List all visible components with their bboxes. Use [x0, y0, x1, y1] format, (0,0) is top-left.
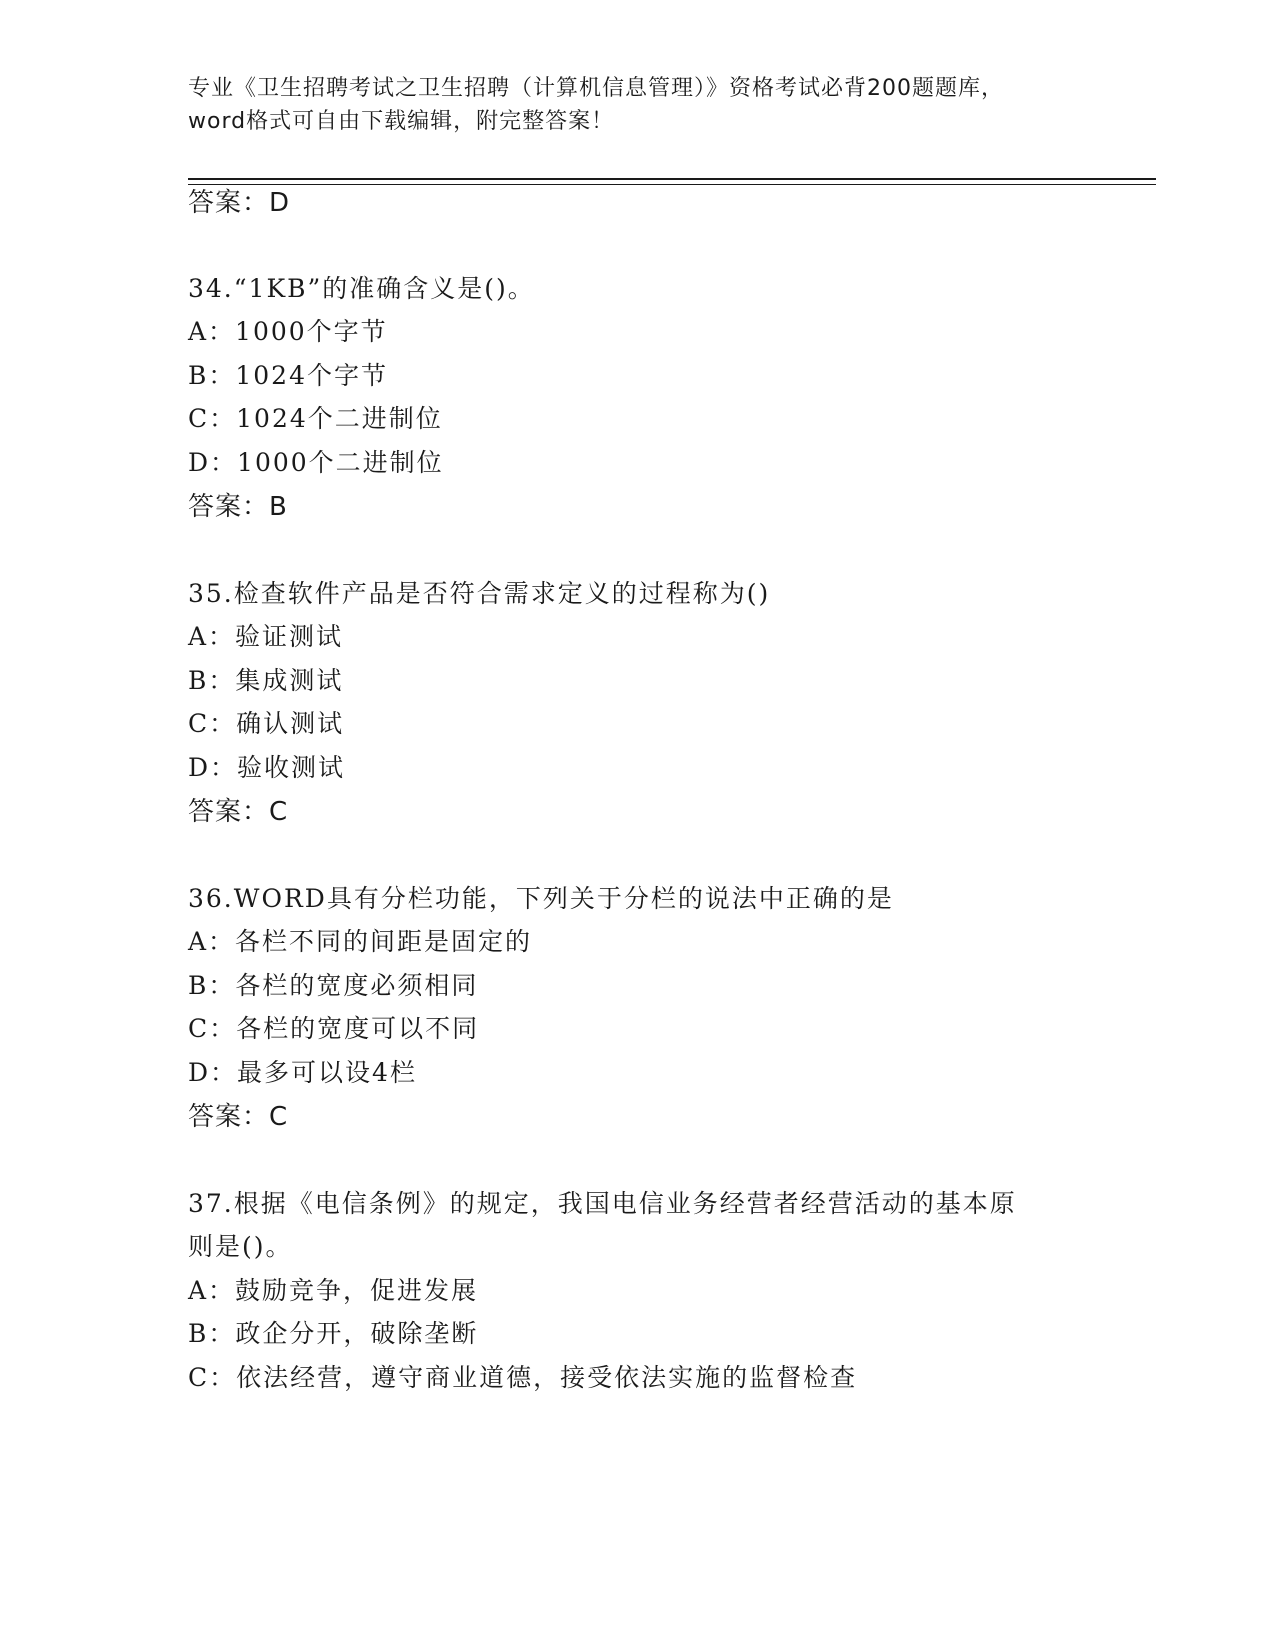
question-34-option-a: A：1000个字节 [188, 317, 388, 346]
question-37-option-c: C：依法经营，遵守商业道德，接受依法实施的监督检查 [188, 1363, 858, 1392]
question-35-answer: 答案：C [188, 797, 289, 827]
question-36-option-c: C：各栏的宽度可以不同 [188, 1014, 480, 1043]
header-title-line-1: 专业《卫生招聘考试之卫生招聘（计算机信息管理）》资格考试必背200题题库， [188, 76, 1004, 101]
question-34-answer: 答案：B [188, 492, 288, 522]
question-36-answer: 答案：C [188, 1102, 289, 1132]
question-37-text-line-2: 则是()。 [188, 1232, 293, 1261]
header-divider-thin [188, 184, 1156, 185]
question-35-text: 35.检查软件产品是否符合需求定义的过程称为() [188, 579, 771, 608]
question-34-option-d: D：1000个二进制位 [188, 448, 444, 477]
header-title-line-2: word格式可自由下载编辑，附完整答案！ [188, 109, 615, 134]
document-header [188, 72, 1088, 138]
question-36-option-d: D：最多可以设4栏 [188, 1058, 417, 1087]
header-divider-thick [188, 178, 1156, 180]
question-34-text: 34.“1KB”的准确含义是()。 [188, 274, 535, 303]
question-35-option-a: A：验证测试 [188, 622, 344, 651]
question-34-option-b: B：1024个字节 [188, 361, 388, 390]
question-34-option-c: C：1024个二进制位 [188, 404, 443, 433]
question-35-option-d: D：验收测试 [188, 753, 346, 782]
question-36-option-b: B：各栏的宽度必须相同 [188, 971, 479, 1000]
question-35-option-c: C：确认测试 [188, 709, 345, 738]
question-35-option-b: B：集成测试 [188, 666, 344, 695]
question-37-option-a: A：鼓励竞争，促进发展 [188, 1276, 479, 1305]
previous-answer: 答案：D [188, 188, 291, 218]
question-37-text-line-1: 37.根据《电信条例》的规定，我国电信业务经营者经营活动的基本原 [188, 1189, 1017, 1218]
question-36-option-a: A：各栏不同的间距是固定的 [188, 927, 533, 956]
question-37-option-b: B：政企分开，破除垄断 [188, 1319, 479, 1348]
question-36-text: 36.WORD具有分栏功能，下列关于分栏的说法中正确的是 [188, 884, 894, 913]
